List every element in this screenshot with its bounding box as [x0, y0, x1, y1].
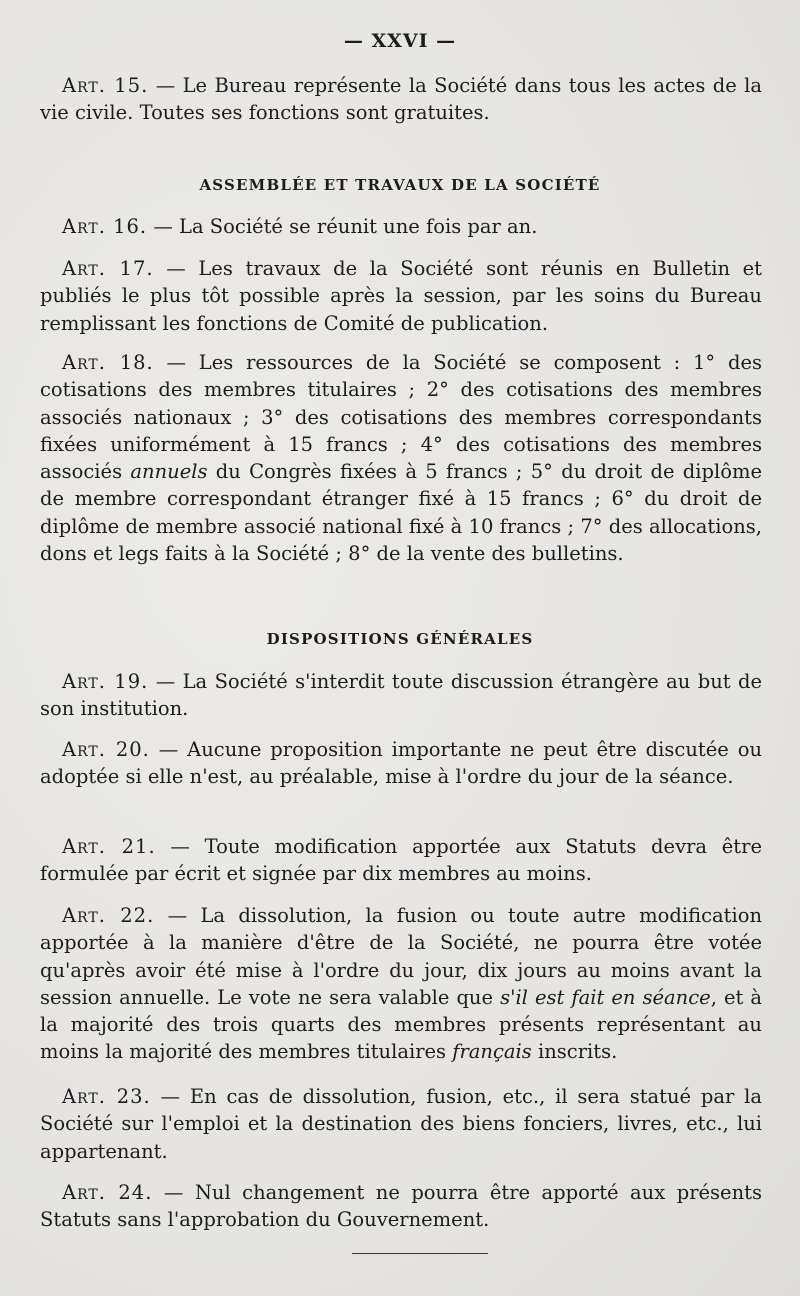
article-text: — Nul changement ne pourra être apporté aux présents Statuts sans l'approbation du Gouvernement.	[40, 1181, 763, 1232]
article-label: Art. 24.	[62, 1181, 153, 1204]
section-heading-dispositions: DISPOSITIONS GÉNÉRALES	[266, 630, 534, 648]
article-label: Art. 17.	[62, 257, 154, 280]
page-number-header: — XXVI —	[343, 30, 457, 52]
article-20	[40, 736, 762, 791]
article-label: Art. 16.	[62, 215, 148, 238]
article-15	[40, 72, 762, 127]
article-label: Art. 18.	[62, 351, 154, 374]
article-18	[40, 349, 762, 567]
article-22	[40, 902, 762, 1066]
article-text: — La Société s'interdit toute discussion étrangère au but de son institution.	[40, 670, 762, 721]
article-text-italic: s'il est fait en séance	[500, 985, 711, 1009]
article-text: — Le Bureau représente la Société dans tous les actes de la vie civile. Toutes ses fonctions sont gratuites.	[40, 74, 762, 125]
article-label: Art. 20.	[62, 738, 150, 761]
article-16	[40, 213, 762, 240]
article-label: Art. 22.	[62, 904, 155, 927]
article-text: , et à la majorité des trois quarts des membres présents représentant au moins la majorité des membres titulaires	[40, 985, 762, 1064]
article-23	[40, 1083, 762, 1165]
article-label: Art. 15.	[62, 74, 149, 97]
article-label: Art. 19.	[62, 670, 149, 693]
article-text: inscrits.	[531, 1040, 618, 1064]
article-21	[40, 833, 762, 888]
end-rule-divider	[352, 1253, 488, 1254]
article-label: Art. 23.	[62, 1085, 151, 1108]
article-text-italic: français	[452, 1040, 532, 1064]
article-text: — En cas de dissolution, fusion, etc., il sera statué par la Société sur l'emploi et la destination des biens fonciers, livres, etc., lui appartenant.	[40, 1085, 762, 1163]
section-heading-assemblee: ASSEMBLÉE ET TRAVAUX DE LA SOCIÉTÉ	[199, 176, 601, 194]
article-text-italic: annuels	[130, 460, 208, 484]
article-17	[40, 255, 762, 337]
article-text: du Congrès fixées à 5 francs ; 5° du droit de diplôme de membre correspondant étranger fixé à 15 francs ; 6° du droit de diplôme de membre associé national fixé à 10 francs ; 7° des allocations, dons et legs faits à la Société ; 8° de la vente des bulletins.	[40, 460, 762, 566]
article-19	[40, 668, 762, 723]
article-24	[40, 1179, 762, 1234]
article-text: — Toute modification apportée aux Statuts devra être formulée par écrit et signée par dix membres au moins.	[40, 835, 763, 886]
article-text: — La Société se réunit une fois par an.	[147, 215, 538, 238]
article-text: — La dissolution, la fusion ou toute autre modification apportée à la manière d'être de la Société, ne pourra être votée qu'après avoir été mise à l'ordre du jour, dix jours au moins avant la session annuelle. Le vote ne sera valable que	[40, 904, 763, 1009]
article-label: Art. 21.	[62, 835, 156, 858]
article-text: — Aucune proposition importante ne peut être discutée ou adoptée si elle n'est, au préalable, mise à l'ordre du jour de la séance.	[40, 738, 763, 789]
article-text: — Les travaux de la Société sont réunis en Bulletin et publiés le plus tôt possible après la session, par les soins du Bureau remplissant les fonctions de Comité de publication.	[40, 257, 763, 335]
article-text: — Les ressources de la Société se composent : 1° des cotisations des membres titulaires ; 2° des cotisations des membres associés nationaux ; 3° des cotisations des membres correspondants fixées uniformément à 15 francs ; 4° des cotisations des membres associés	[40, 351, 762, 484]
